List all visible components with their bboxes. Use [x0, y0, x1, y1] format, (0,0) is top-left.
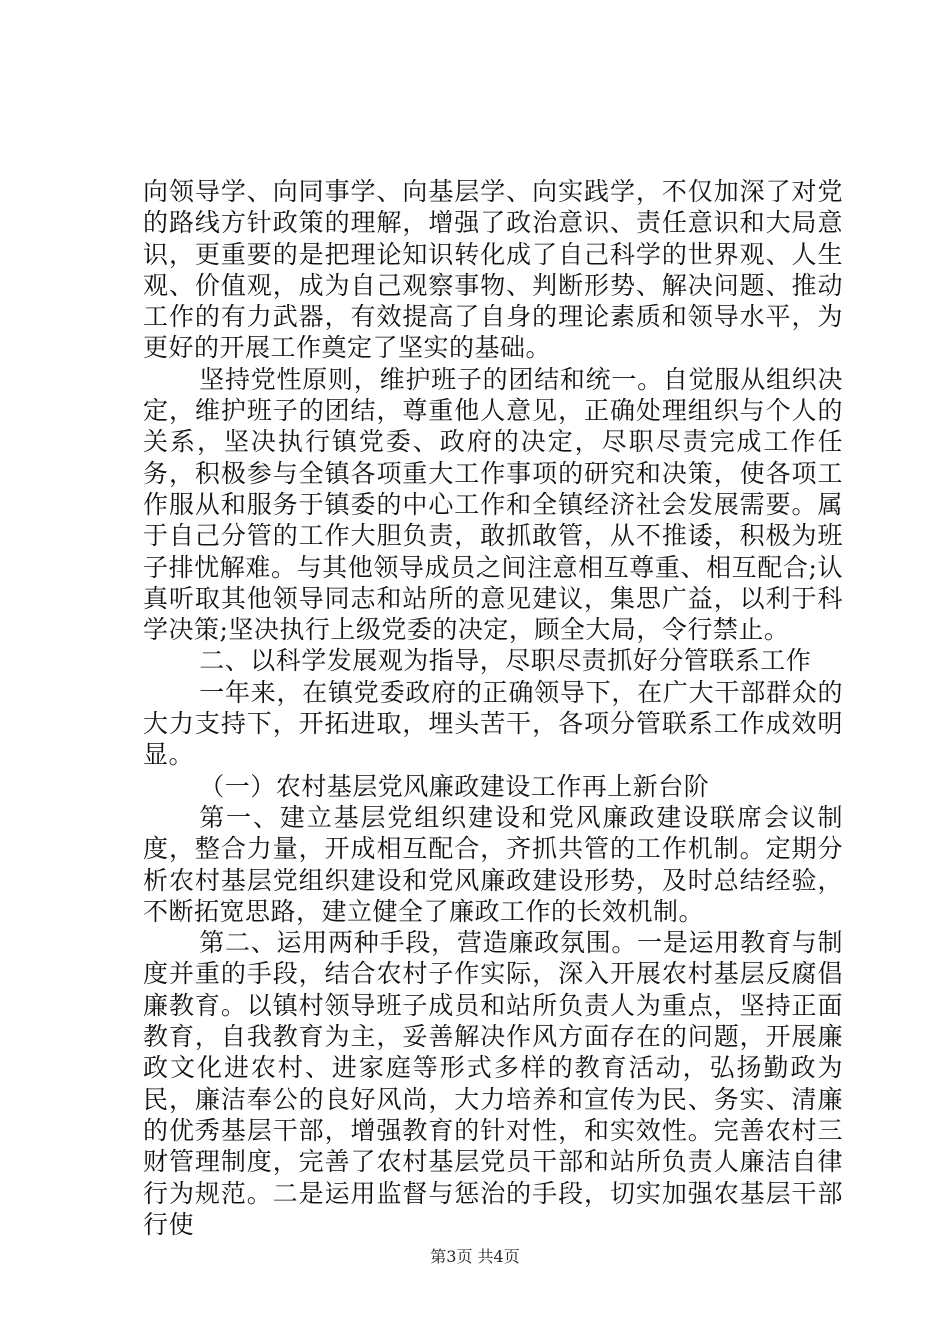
- paragraph-first-item: 第一、建立基层党组织建设和党风廉政建设联席会议制度，整合力量，开成相互配合，齐抓共管的工作机制。定期分析农村基层党组织建设和党风廉政建设形势，及时总结经验，不断拓宽思路，建立健全了廉政工作的长效机制。: [143, 802, 843, 926]
- paragraph-study-continuation: 向领导学、向同事学、向基层学、向实践学，不仅加深了对党的路线方针政策的理解，增强了政治意识、责任意识和大局意识，更重要的是把理论知识转化成了自己科学的世界观、人生观、价值观，成为自己观察事物、判断形势、解决问题、推动工作的有力武器，有效提高了自身的理论素质和领导水平，为更好的开展工作奠定了坚实的基础。: [143, 177, 843, 363]
- page-number-footer: 第3页 共4页: [430, 1247, 520, 1266]
- paragraph-year-summary: 一年来，在镇党委政府的正确领导下，在广大干部群众的大力支持下，开拓进取，埋头苦干，各项分管联系工作成效明显。: [143, 677, 843, 770]
- document-body: [143, 176, 843, 1240]
- subsection-heading-one: （一）农村基层党风廉政建设工作再上新台阶: [199, 771, 710, 801]
- section-heading-two: 二、以科学发展观为指导，尽职尽责抓好分管联系工作: [199, 646, 812, 676]
- paragraph-second-item: 第二、运用两种手段，营造廉政氛围。一是运用教育与制度并重的手段，结合农村子作实际，深入开展农村基层反腐倡廉教育。以镇村领导班子成员和站所负责人为重点，坚持正面教育，自我教育为主，妥善解决作风方面存在的问题，开展廉政文化进农村、进家庭等形式多样的教育活动，弘扬勤政为民，廉洁奉公的良好风尚，大力培养和宣传为民、务实、清廉的优秀基层干部，增强教育的针对性，和实效性。完善农村三财管理制度，完善了农村基层党员干部和站所负责人廉洁自律行为规范。二是运用监督与惩治的手段，切实加强农基层干部行使: [143, 928, 843, 1239]
- paragraph-party-principle: 坚持党性原则，维护班子的团结和统一。自觉服从组织决定，维护班子的团结，尊重他人意见，正确处理组织与个人的关系，坚决执行镇党委、政府的决定，尽职尽责完成工作任务，积极参与全镇各项重大工作事项的研究和决策，使各项工作服从和服务于镇委的中心工作和全镇经济社会发展需要。属于自己分管的工作大胆负责，敢抓敢管，从不推诿，积极为班子排忧解难。与其他领导成员之间注意相互尊重、相互配合;认真听取其他领导同志和站所的意见建议，集思广益，以利于科学决策;坚决执行上级党委的决定，顾全大局，令行禁止。: [143, 364, 843, 645]
